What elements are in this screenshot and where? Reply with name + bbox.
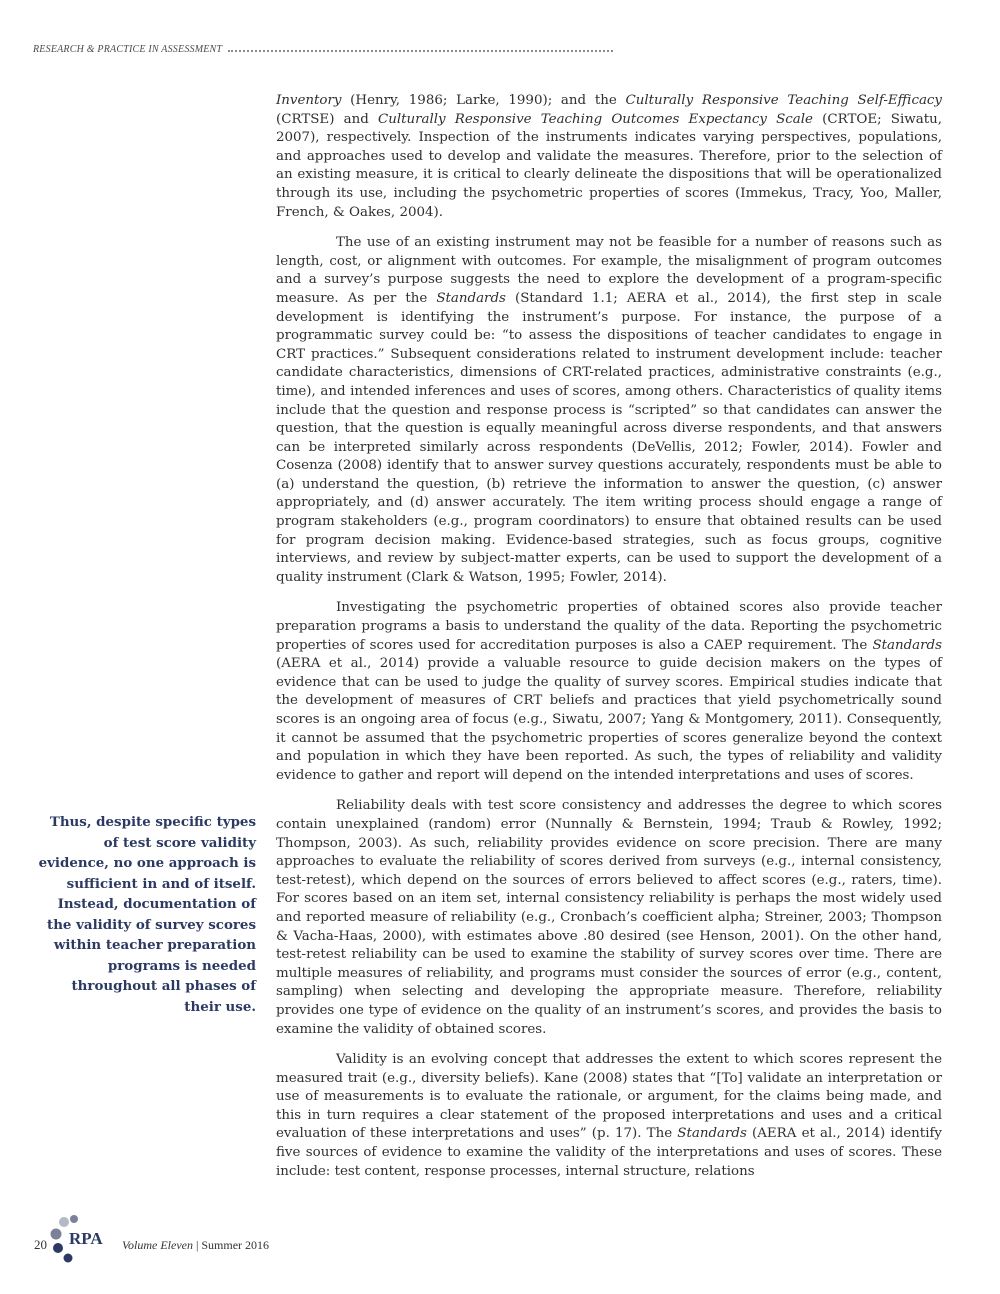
text-run: (CRTSE) and [276,111,378,127]
logo-dot-4 [53,1243,63,1253]
rpa-logo [48,1214,108,1264]
italic-title: Standards [436,290,506,306]
italic-title: Standards [677,1126,747,1142]
header-dotted-rule [228,50,613,52]
logo-dot-2 [70,1215,78,1223]
pull-quote: Thus, despite specific types of test score validity evidence, no one approach is sufficient in and of itself. Instead, documentation of the validity of survey scores within teacher preparation programs is needed throughout all phases of their use. [38,814,256,1015]
italic-title: Inventory [276,93,342,108]
volume-label: Volume Eleven [122,1238,193,1252]
paragraph [276,797,942,1039]
italic-title: Standards [872,637,942,653]
text-run: (Standard 1.1; AERA et al., 2014), the first step in scale development is identifying the instrument’s purpose. For instance, the purpose of a programmatic survey could be: “to assess the dispositions of teacher candidates to engage in CRT practices.” Subsequent considerations related to instrument development include: teacher candidate characteristics, dimensions of CRT-related practices, administrative constraints (e.g., time), and intended inferences and uses of scores, among others. Characteristics of quality items include that the question and response process is “scripted” so that candidates can answer the question, that the question is equally meaningful across diverse respondents, and that answers can be interpreted similarly across respondents (DeVellis, 2012; Fowler, 2014). Fowler and Cosenza (2008) identify that to answer survey questions accurately, respondents must be able to (a) understand the question, (b) retrieve the information to answer the question, (c) answer appropriately, and (d) answer accurately. The item writing process should engage a range of program stakeholders (e.g., program coordinators) to ensure that obtained results can be used for program decision making. Evidence-based strategies, such as focus groups, cognitive interviews, and review by subject-matter experts, can be used to support the development of a quality instrument (Clark & Watson, 1995; Fowler, 2014). [276,290,942,585]
paragraph [276,234,942,587]
logo-text: RPA [69,1229,103,1248]
paragraph [276,1051,942,1181]
article-body [276,92,942,1193]
text-run: Investigating the psychometric properties of obtained scores also provide teacher preparation programs a basis to understand the quality of the data. Reporting the psychometric properties of scores used for accreditation purposes is also a CAEP requirement. The [276,600,942,653]
page-footer [34,1214,274,1264]
text-run: (AERA et al., 2014) identify five sources of evidence to examine the validity of the interpretations and uses of scores. These include: test content, response processes, internal structure, relations [276,1126,942,1179]
journal-title: RESEARCH & PRACTICE IN ASSESSMENT [33,44,223,55]
text-run: (AERA et al., 2014) provide a valuable resource to guide decision makers on the types of evidence that can be used to judge the quality of survey scores. Empirical studies indicate that the development of measures of CRT beliefs and practices that yield psychometrically sound scores is an ongoing area of focus (e.g., Siwatu, 2007; Yang & Montgomery, 2011). Consequently, it cannot be assumed that the psychometric properties of scores generalize beyond the context and population in which they have been reported. As such, the types of reliability and validity evidence to gather and report will depend on the intended interpretations and uses of scores. [276,656,942,783]
logo-dot-1 [59,1217,69,1227]
text-run: Validity is an evolving concept that addresses the extent to which scores represent the measured trait (e.g., diversity beliefs). Kane (2008) states that “[To] validate an interpretation or use of measurements is to evaluate the rationale, or argument, for the claims being made, and this in turn requires a clear statement of the proposed interpretations and uses and a critical evaluation of these interpretations and uses” (p. 17). The [276,1052,942,1142]
volume-separator: | [192,1238,202,1252]
italic-title: Culturally Responsive Teaching Outcomes Expectancy Scale [377,111,813,127]
paragraph [276,599,942,785]
logo-dot-3 [51,1229,62,1240]
volume-info [122,1238,269,1253]
text-run: (CRTOE; Siwatu, 2007), respectively. Inspection of the instruments indicates varying perspectives, populations, and approaches used to develop and validate the measures. Therefore, prior to the selection of an existing measure, it is critical to clearly delineate the dispositions that will be operationalized through its use, including the psychometric properties of scores (Immekus, Tracy, Yoo, Maller, French, & Oakes, 2004). [276,111,942,220]
text-run: (Henry, 1986; Larke, 1990); and the [341,93,626,108]
paragraph [276,92,942,222]
issue-label: Summer 2016 [201,1238,270,1252]
italic-title: Culturally Responsive Teaching Self-Efficacy [625,93,942,108]
page-number: 20 [34,1237,47,1252]
running-header [33,44,613,55]
text-run: Reliability deals with test score consistency and addresses the degree to which scores contain unexplained (random) error (Nunnally & Bernstein, 1994; Traub & Rowley, 1992; Thompson, 2003). As such, reliability provides evidence on score precision. There are many approaches to evaluate the reliability of scores derived from surveys (e.g., internal consistency, test-retest), which depend on the sources of errors believed to affect scores (e.g., raters, time). For scores based on an item set, internal consistency reliability is perhaps the most widely used and reported measure of reliability (e.g., Cronbach’s coefficient alpha; Streiner, 2003; Thompson & Vacha-Haas, 2000), with estimates above .80 desired (see Henson, 2001). On the other hand, test-retest reliability can be used to examine the stability of survey scores over time. There are multiple measures of reliability, and programs must consider the sources of error (e.g., content, sampling) when selecting and developing the appropriate measure. Therefore, reliability provides one type of evidence on the quality of an instrument’s scores, and provides the basis to examine the validity of obtained scores. [276,798,942,1037]
logo-dot-5 [64,1254,73,1263]
text-run: The use of an existing instrument may not be feasible for a number of reasons such as length, cost, or alignment with outcomes. For example, the misalignment of program outcomes and a survey’s purpose suggests the need to explore the development of a program-specific measure. As per the [276,235,942,306]
